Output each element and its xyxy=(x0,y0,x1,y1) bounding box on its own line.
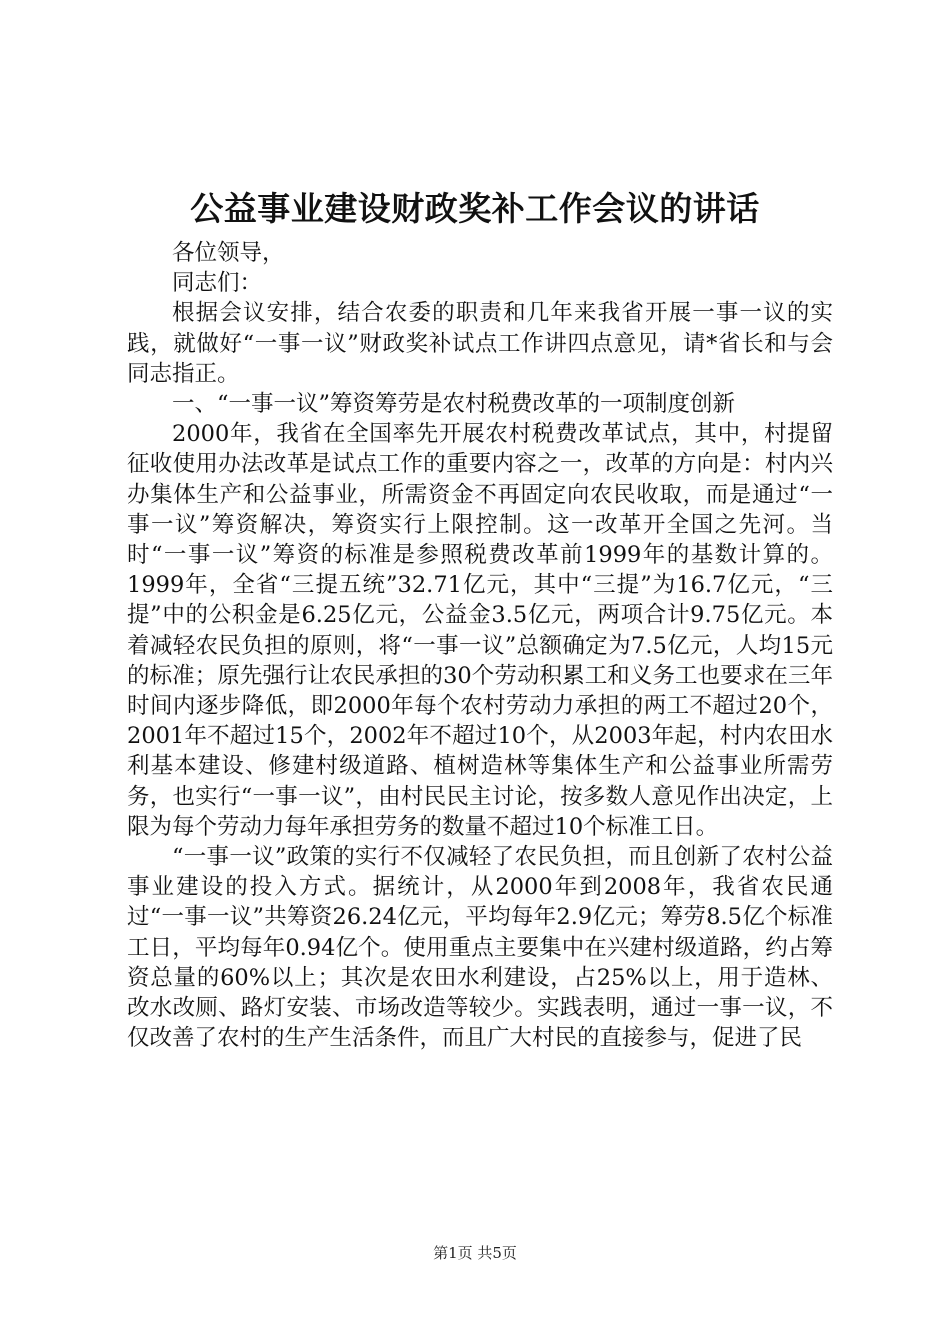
body-paragraph: 2000年，我省在全国率先开展农村税费改革试点，其中，村提留征收使用办法改革是试点工作的重要内容之一，改革的方向是：村内兴办集体生产和公益事业，所需资金不再固定向农民收取，而是通过“一事一议”筹资解决，筹资实行上限控制。这一改革开全国之先河。当时“一事一议”筹资的标准是参照税费改革前1999年的基数计算的。1999年，全省“三提五统”32.71亿元，其中“三提”为16.7亿元，“三提”中的公积金是6.25亿元，公益金3.5亿元，两项合计9.75亿元。本着减轻农民负担的原则，将“一事一议”总额确定为7.5亿元，人均15元的标准；原先强行让农民承担的30个劳动积累工和义务工也要求在三年时间内逐步降低，即2000年每个农村劳动力承担的两工不超过20个，2001年不超过15个，2002年不超过10个，从2003年起，村内农田水利基本建设、修建村级道路、植树造林等集体生产和公益事业所需劳务，也实行“一事一议”，由村民民主讨论，按多数人意见作出决定，上限为每个劳动力每年承担劳务的数量不超过10个标准工日。 xyxy=(127,421,833,840)
document-title: 公益事业建设财政奖补工作会议的讲话 xyxy=(190,189,760,228)
intro-paragraph: 根据会议安排，结合农委的职责和几年来我省开展一事一议的实践，就做好“一事一议”财政奖补试点工作讲四点意见，请*省长和与会同志指正。 xyxy=(127,300,833,387)
section-heading-one: 一、“一事一议”筹资筹劳是农村税费改革的一项制度创新 xyxy=(172,391,736,418)
body-paragraph: “一事一议”政策的实行不仅减轻了农民负担，而且创新了农村公益事业建设的投入方式。据统计，从2000年到2008年，我省农民通过“一事一议”共筹资26.24亿元，平均每年2.9亿元；筹劳8.5亿个标准工日，平均每年0.94亿个。使用重点主要集中在兴建村级道路，约占筹资总量的60%以上；其次是农田水利建设，占25%以上，用于造林、改水改厕、路灯安装、市场改造等较少。实践表明，通过一事一议，不仅改善了农村的生产生活条件，而且广大村民的直接参与，促进了民 xyxy=(127,844,833,1052)
salutation-leaders: 各位领导， xyxy=(172,240,285,266)
document-body xyxy=(127,238,833,1053)
page-footer: 第1页 共5页 xyxy=(433,1244,517,1262)
salutation-comrades: 同志们： xyxy=(172,270,263,297)
